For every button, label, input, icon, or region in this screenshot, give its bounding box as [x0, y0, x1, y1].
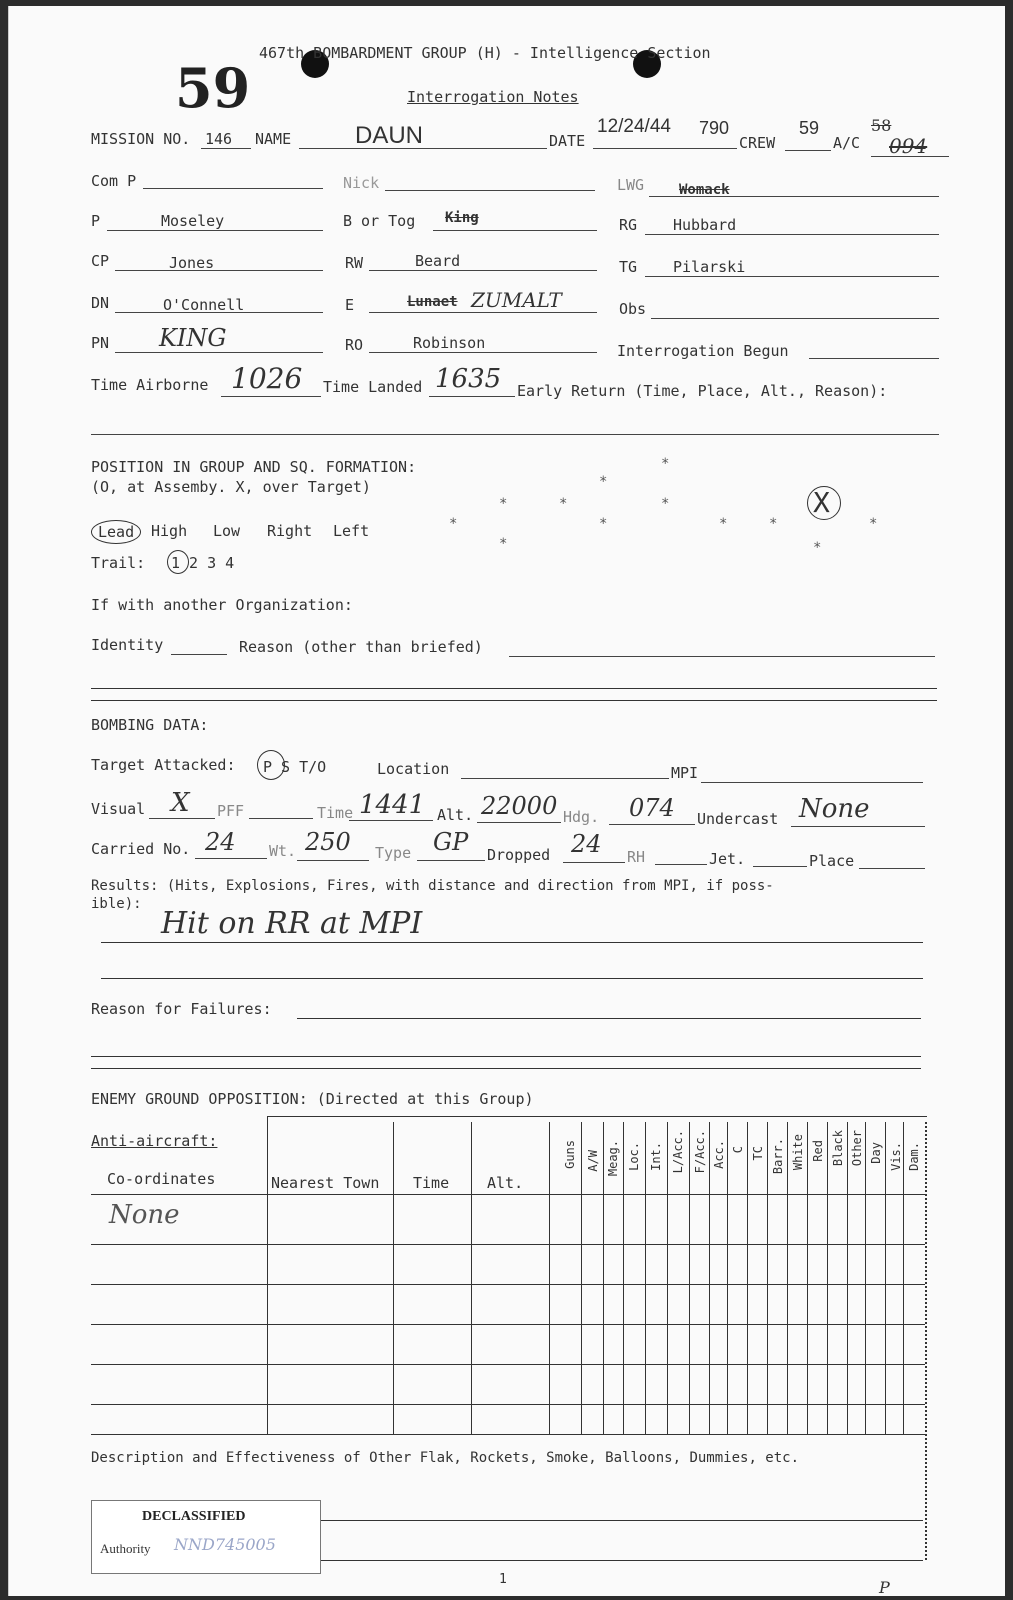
- bomb-time-line: [349, 820, 433, 821]
- formation-diagram: * * * * * * * * * * * * X: [449, 456, 878, 556]
- airborne-time: 1026: [231, 362, 303, 395]
- flak-col-divider: [827, 1122, 828, 1434]
- tg-name: Pilarski: [673, 258, 746, 276]
- early-return-line: [91, 434, 939, 435]
- flak-table-top: [267, 1116, 927, 1117]
- failures-rule-3: [91, 1068, 921, 1069]
- interrogation-line: [809, 358, 939, 359]
- com-p-line: [143, 188, 323, 189]
- carried-value: 24: [205, 828, 236, 856]
- crew-line: [785, 150, 831, 151]
- time-label: Time: [317, 804, 354, 822]
- bomb-hdg: 074: [629, 794, 675, 822]
- flak-col-divider: [847, 1122, 848, 1434]
- flak-row-rule: [91, 1284, 925, 1285]
- ro-line: [369, 352, 597, 353]
- engineer-struck: Lunaet: [407, 294, 458, 310]
- undercast-value: None: [799, 794, 870, 824]
- bomb-hdg-line: [609, 824, 695, 825]
- cp-label: CP: [91, 252, 110, 270]
- flak-table-left: [267, 1116, 268, 1434]
- description-label: Description and Effectiveness of Other Flak, Rockets, Smoke, Balloons, Dummies, etc.: [91, 1450, 800, 1466]
- date-label: DATE: [549, 132, 586, 150]
- hdg-label: Hdg.: [563, 808, 600, 826]
- pn-label: PN: [91, 334, 110, 352]
- dropped-label: Dropped: [487, 846, 551, 864]
- col-day: Day: [869, 1142, 883, 1164]
- mission-no-line: [201, 148, 251, 149]
- target-label: Target Attacked:: [91, 756, 236, 774]
- rw-name: Beard: [415, 252, 461, 270]
- position-right: Right: [267, 522, 313, 540]
- visual-mark: X: [171, 788, 190, 818]
- lwg-line: [649, 196, 939, 197]
- visual-line: [149, 818, 215, 819]
- flak-col-divider: [767, 1122, 768, 1434]
- airborne-line: [221, 396, 321, 397]
- col-black: Black: [831, 1130, 845, 1167]
- pilot-line: [107, 230, 323, 231]
- flak-col-divider: [689, 1122, 690, 1434]
- bombardier-name: King: [445, 210, 479, 226]
- location-line: [461, 778, 669, 779]
- organization-label: If with another Organization:: [91, 596, 353, 614]
- nick-line: [385, 190, 595, 191]
- col-barr: Barr.: [771, 1138, 785, 1175]
- flak-row-rule: [91, 1324, 925, 1325]
- rg-label: RG: [619, 216, 638, 234]
- tg-label: TG: [619, 258, 638, 276]
- copilot-name: Jones: [169, 254, 215, 272]
- results-label-2: ible):: [91, 896, 142, 912]
- flak-col-divider: [747, 1122, 748, 1434]
- col-meag: Meag.: [606, 1140, 620, 1177]
- mission-name: DAUN: [355, 122, 424, 149]
- rh-label: RH: [627, 848, 646, 866]
- trail-label: Trail:: [91, 554, 146, 572]
- type-line: [417, 860, 485, 861]
- description-rule-1: [309, 1520, 923, 1521]
- ro-label: RO: [345, 336, 364, 354]
- flak-col-divider: [709, 1122, 710, 1434]
- date-line: [593, 148, 737, 149]
- mpi-line: [701, 782, 923, 783]
- flak-col-divider: [865, 1122, 866, 1434]
- declassified-stamp: [91, 1500, 321, 1574]
- mission-no: 146: [205, 130, 233, 148]
- e-label: E: [345, 296, 355, 314]
- col-guns: Guns: [563, 1140, 577, 1169]
- col-other: Other: [850, 1130, 864, 1167]
- wt-line: [297, 860, 369, 861]
- nick-label: Nick: [343, 174, 380, 192]
- results-value: Hit on RR at MPI: [161, 906, 423, 941]
- flak-col-divider: [727, 1122, 728, 1434]
- flak-col-divider: [471, 1122, 472, 1434]
- flak-col-divider: [581, 1122, 582, 1434]
- undercast-label: Undercast: [697, 810, 779, 828]
- engineer-line: [369, 312, 597, 313]
- com-p-label: Com P: [91, 172, 137, 190]
- flak-table-bottom: [91, 1434, 925, 1435]
- mission-extra-no: 790: [699, 118, 730, 138]
- col-coordinates: Co-ordinates: [107, 1170, 216, 1188]
- description-rule-2: [309, 1560, 923, 1561]
- failures-label: Reason for Failures:: [91, 1000, 272, 1018]
- obs-line: [651, 318, 939, 319]
- crew-no: 59: [799, 118, 820, 138]
- pn-name: KING: [159, 324, 227, 352]
- col-int: Int.: [649, 1142, 663, 1171]
- flak-table-right: [925, 1122, 927, 1560]
- ac-struck: 58: [871, 116, 892, 135]
- position-high: High: [151, 522, 188, 540]
- b-label: B or Tog: [343, 212, 416, 230]
- dropped-line: [563, 862, 625, 863]
- interrogation-form-page: [8, 6, 1005, 1596]
- col-vis: Vis.: [889, 1142, 903, 1171]
- bomb-time: 1441: [359, 790, 426, 820]
- results-label: Results: (Hits, Explosions, Fires, with distance and direction from MPI, if poss-: [91, 878, 774, 894]
- flak-header-rule: [91, 1194, 925, 1195]
- authority-label: Authority: [100, 1541, 151, 1556]
- tg-line: [645, 276, 939, 277]
- flak-col-divider: [623, 1122, 624, 1434]
- failures-rule-1: [297, 1018, 921, 1019]
- landed-line: [429, 396, 515, 397]
- col-aw: A/W: [586, 1150, 600, 1172]
- flak-col-divider: [393, 1122, 394, 1434]
- navigator-name: O'Connell: [163, 296, 245, 314]
- flak-col-divider: [903, 1122, 904, 1434]
- pff-label: PFF: [217, 802, 245, 820]
- alt-label: Alt.: [437, 806, 474, 824]
- col-acc: Acc.: [712, 1140, 726, 1169]
- flak-col-divider: [885, 1122, 886, 1434]
- bomb-alt: 22000: [481, 792, 558, 820]
- reason-label: Reason (other than briefed): [239, 638, 483, 656]
- ac-no: 094: [889, 134, 928, 158]
- flak-col-divider: [807, 1122, 808, 1434]
- flak-row-rule: [91, 1364, 925, 1365]
- name-label: NAME: [255, 130, 292, 148]
- col-c: C: [731, 1146, 745, 1154]
- col-alt: Alt.: [487, 1174, 524, 1192]
- authority-value: NND745005: [174, 1535, 276, 1554]
- page-number: 1: [499, 1572, 507, 1587]
- wt-label: Wt.: [269, 842, 297, 860]
- copilot-line: [115, 270, 323, 271]
- mission-date: 12/24/44: [597, 116, 671, 137]
- col-dam: Dam.: [907, 1142, 921, 1171]
- carried-line: [195, 858, 267, 859]
- position-lead: Lead: [91, 520, 141, 544]
- bombing-heading: BOMBING DATA:: [91, 716, 209, 734]
- position-low: Low: [213, 522, 241, 540]
- form-title: 467th BOMBARDMENT GROUP (H) - Intelligence Section: [259, 44, 711, 62]
- rh-line: [655, 864, 707, 865]
- landed-label: Time Landed: [323, 378, 423, 396]
- jet-label: Jet.: [709, 850, 746, 868]
- col-red: Red: [811, 1140, 825, 1162]
- anti-aircraft-label: Anti-aircraft:: [91, 1132, 218, 1150]
- identity-label: Identity: [91, 636, 164, 654]
- mission-no-label: MISSION NO.: [91, 130, 191, 148]
- ac-line: [871, 156, 949, 157]
- navigator-line: [115, 312, 323, 313]
- reason-line: [509, 656, 935, 657]
- carried-label: Carried No.: [91, 840, 191, 858]
- col-tc: TC: [751, 1146, 765, 1161]
- target-options: P S T/O: [263, 758, 327, 776]
- flak-col-divider: [549, 1122, 550, 1434]
- flak-col-divider: [603, 1122, 604, 1434]
- lwg-label: LWG: [617, 176, 645, 194]
- undercast-line: [791, 826, 925, 827]
- obs-label: Obs: [619, 300, 647, 318]
- flak-col-divider: [645, 1122, 646, 1434]
- rw-label: RW: [345, 254, 364, 272]
- location-label: Location: [377, 760, 450, 778]
- col-l-acc: L/Acc.: [671, 1130, 685, 1174]
- form-subtitle: Interrogation Notes: [407, 88, 579, 106]
- flak-col-divider: [667, 1122, 668, 1434]
- early-return-label: Early Return (Time, Place, Alt., Reason):: [517, 382, 888, 400]
- rg-line: [645, 234, 939, 235]
- col-nearest-town: Nearest Town: [271, 1174, 380, 1192]
- visual-label: Visual: [91, 800, 146, 818]
- enemy-heading: ENEMY GROUND OPPOSITION: (Directed at this Group): [91, 1090, 534, 1108]
- type-label: Type: [375, 844, 412, 862]
- type-value: GP: [433, 828, 469, 856]
- declassified-title: DECLASSIFIED: [142, 1509, 246, 1524]
- results-rule-1: [101, 942, 923, 943]
- wt-value: 250: [305, 828, 351, 856]
- failures-rule-2: [91, 1056, 921, 1057]
- position-heading: POSITION IN GROUP AND SQ. FORMATION:: [91, 458, 417, 476]
- bomb-alt-line: [477, 822, 561, 823]
- flak-entry: None: [109, 1200, 180, 1230]
- results-rule-2: [101, 978, 923, 979]
- col-time: Time: [413, 1174, 450, 1192]
- pff-line: [249, 818, 313, 819]
- trail-circle-1: [167, 550, 189, 574]
- position-instructions: (O, at Assemby. X, over Target): [91, 478, 371, 496]
- place-label: Place: [809, 852, 855, 870]
- name-line: [299, 148, 547, 149]
- crew-label: CREW: [739, 134, 776, 152]
- engineer-name: ZUMALT: [471, 288, 562, 312]
- col-f-acc: F/Acc.: [693, 1130, 707, 1174]
- position-rule-1: [91, 688, 937, 689]
- flak-row-rule: [91, 1244, 925, 1245]
- identity-line: [171, 654, 227, 655]
- ro-name: Robinson: [413, 334, 486, 352]
- pilot-name: Moseley: [161, 212, 225, 230]
- dn-label: DN: [91, 294, 110, 312]
- rw-line: [369, 270, 597, 271]
- trail-values: 1 2 3 4: [171, 554, 235, 572]
- ac-label: A/C: [833, 134, 861, 152]
- col-white: White: [791, 1134, 805, 1171]
- footer-initial: P: [879, 1578, 890, 1597]
- landed-time: 1635: [435, 364, 502, 394]
- col-loc: Loc.: [627, 1142, 641, 1171]
- position-left: Left: [333, 522, 370, 540]
- pn-line: [115, 352, 323, 353]
- airborne-label: Time Airborne: [91, 376, 209, 394]
- dropped-value: 24: [571, 830, 602, 858]
- target-circle-p: [257, 750, 285, 780]
- jet-line: [753, 866, 807, 867]
- lwg-name: Womack: [679, 182, 730, 198]
- flak-col-divider: [787, 1122, 788, 1434]
- position-rule-2: [91, 700, 937, 701]
- interrogation-begun-label: Interrogation Begun: [617, 342, 789, 360]
- p-label: P: [91, 212, 101, 230]
- flak-row-rule: [91, 1404, 925, 1405]
- bombardier-line: [433, 230, 597, 231]
- rg-name: Hubbard: [673, 216, 737, 234]
- page-mark: 59: [175, 56, 251, 120]
- place-line: [859, 868, 925, 869]
- mpi-label: MPI: [671, 764, 699, 782]
